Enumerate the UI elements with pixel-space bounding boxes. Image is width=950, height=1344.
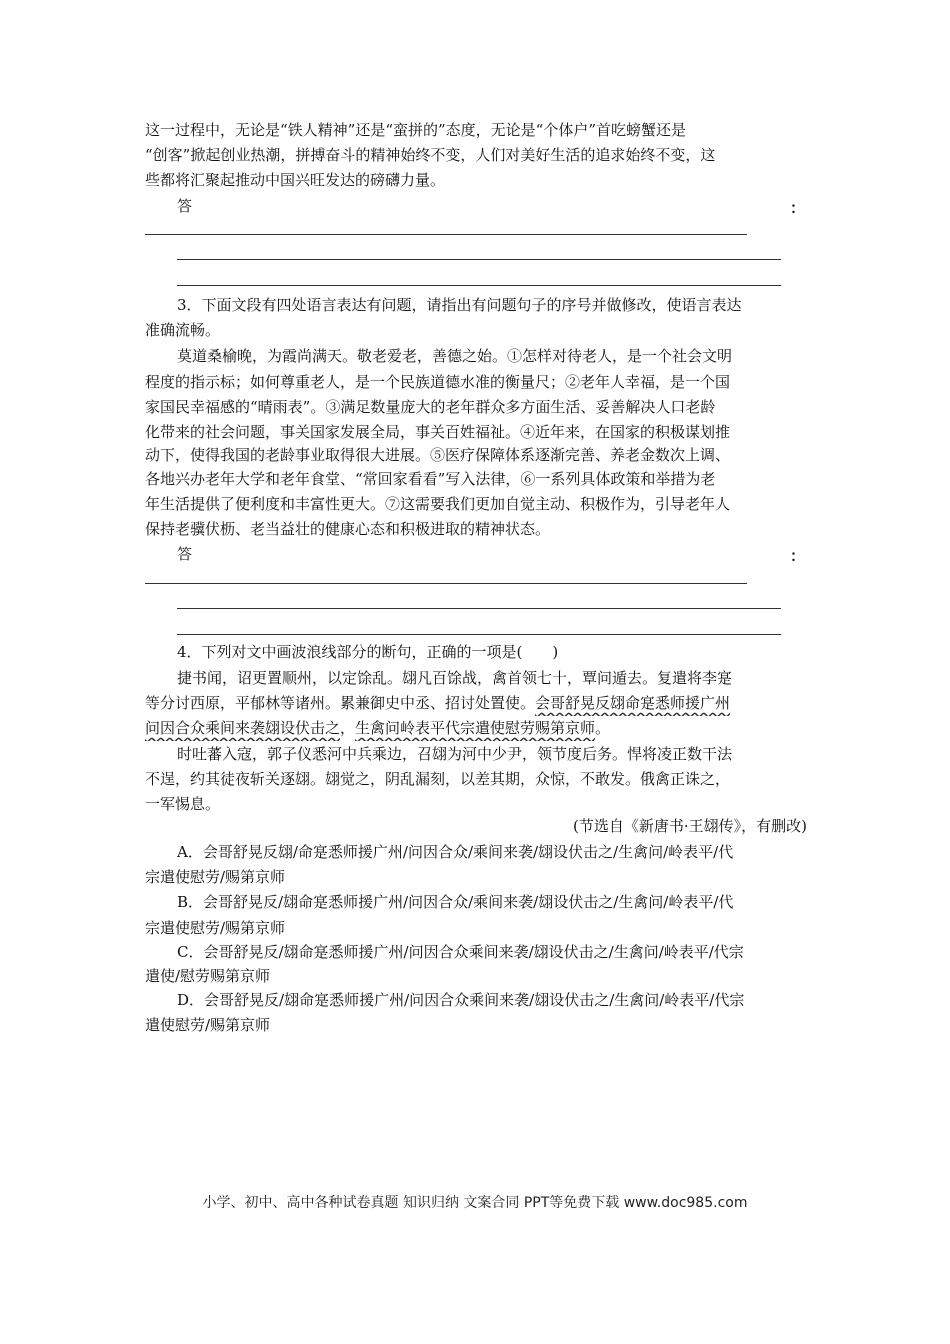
passage-line: “创客”掀起创业热潮，拼搏奋斗的精神始终不变，人们对美好生活的追求始终不变，这 <box>145 146 716 164</box>
question-3-stem: 准确流畅。 <box>145 321 221 339</box>
answer-colon: ： <box>790 547 806 565</box>
q4-passage-line <box>145 690 807 716</box>
option-d-cont: 遣使慰劳/赐第京师 <box>145 1016 271 1034</box>
q3-passage-line: 动下，使得我国的老龄事业取得很大进展。⑤医疗保障体系逐渐完善、养老金数次上调、 <box>145 446 731 464</box>
answer-line[interactable] <box>145 583 747 584</box>
answer-line[interactable] <box>177 259 781 260</box>
page-footer: 小学、初中、高中各种试卷真题 知识归纳 文案合同 PPT等免费下载 www.doc985.com <box>202 1195 748 1211</box>
q4-passage-punct: ， <box>340 719 356 737</box>
source-citation: (节选自《新唐书·王翃传》，有删改) <box>573 817 807 835</box>
answer-line[interactable] <box>177 608 781 609</box>
q4-passage-text: 等分讨西原，平郁林等诸州。累兼御史中丞、招讨处置使。 <box>145 694 536 712</box>
option-b-cont: 宗遣使慰劳/赐第京师 <box>145 919 286 937</box>
q4-passage-line: 一军惕息。 <box>145 795 221 813</box>
wavy-underlined-text: 会哥舒晃反翃命寔悉师援广州 <box>535 694 731 712</box>
q4-passage-line <box>145 715 807 741</box>
q3-passage-line: 各地兴办老年大学和老年食堂、“常回家看看”写入法律，⑥一系列具体政策和举措为老 <box>145 470 716 488</box>
q4-passage-line: 捷书闻，诏更置顺州，以定馀乱。翃凡百馀战，禽首领七十，覃问遁去。复遣将李寔 <box>177 669 733 687</box>
answer-line[interactable] <box>177 285 781 286</box>
q3-passage-line: 保持老骥伏枥、老当益壮的健康心态和积极进取的精神状态。 <box>145 520 551 538</box>
q3-passage-line: 年生活提供了便利度和丰富性更大。⑦这需要我们更加自觉主动、积极作为，引导老年人 <box>145 495 731 513</box>
passage-line: 些都将汇聚起推动中国兴旺发达的磅礴力量。 <box>145 171 446 189</box>
answer-label: 答 <box>177 545 193 563</box>
q3-passage-line: 莫道桑榆晚，为霞尚满天。敬老爱老，善德之始。①怎样对待老人，是一个社会文明 <box>177 347 733 365</box>
option-a[interactable]: A．会哥舒晃反翃/命寔悉师援广州/问因合众/乘间来袭/翃设伏击之/生禽问/岭表平/代 <box>177 843 734 861</box>
q3-passage-line: 家国民幸福感的“晴雨表”。③满足数量庞大的老年群众多方面生活、妥善解决人口老龄 <box>145 398 716 416</box>
wavy-underlined-text: 生禽问岭表平代宗遣使慰劳赐第京师 <box>355 719 596 737</box>
q3-passage-line: 化带来的社会问题，事关国家发展全局，事关百姓福祉。④近年来，在国家的积极谋划推 <box>145 423 731 441</box>
option-c[interactable]: C．会哥舒晃反/翃命寔悉师援广州/问因合众乘间来袭/翃设伏击之/生禽问/岭表平/代宗 <box>177 943 744 961</box>
passage-line: 这一过程中，无论是“铁人精神”还是“蛮拼的”态度，无论是“个体户”首吃螃蟹还是 <box>145 121 687 139</box>
question-3-stem: 3．下面文段有四处语言表达有问题，请指出有问题句子的序号并做修改，使语言表达 <box>177 296 742 314</box>
answer-colon: ： <box>790 199 806 217</box>
option-c-cont: 遣使/慰劳赐第京师 <box>145 967 271 985</box>
question-4-stem: 4．下列对文中画波浪线部分的断句，正确的一项是( ) <box>177 643 559 661</box>
option-a-cont: 宗遣使慰劳/赐第京师 <box>145 868 286 886</box>
q4-passage-line: 不逞，约其徒夜斩关逐翃。翃觉之，阴乱漏刻，以差其期，众惊，不敢发。俄禽正诛之， <box>145 770 731 788</box>
option-d[interactable]: D．会哥舒晃反/翃命寔悉师援广州/问因合众乘间来袭/翃设伏击之/生禽问/岭表平/代宗 <box>177 991 745 1009</box>
option-b[interactable]: B．会哥舒晃反/翃命寔悉师援广州/问因合众/乘间来袭/翃设伏击之/生禽问/岭表平/代 <box>177 893 734 911</box>
q4-passage-punct: 。 <box>595 719 611 737</box>
q4-passage-line: 时吐蕃入寇，郭子仪悉河中兵乘边，召翃为河中少尹，领节度后务。悍将凌正数干法 <box>177 745 733 763</box>
answer-label: 答 <box>177 197 193 215</box>
answer-line[interactable] <box>177 634 781 635</box>
wavy-underlined-text: 问因合众乘间来袭翃设伏击之 <box>145 719 341 737</box>
answer-line[interactable] <box>145 234 747 235</box>
q3-passage-line: 程度的指示标；如何尊重老人，是一个民族道德水准的衡量尺；②老年人幸福，是一个国 <box>145 373 731 391</box>
